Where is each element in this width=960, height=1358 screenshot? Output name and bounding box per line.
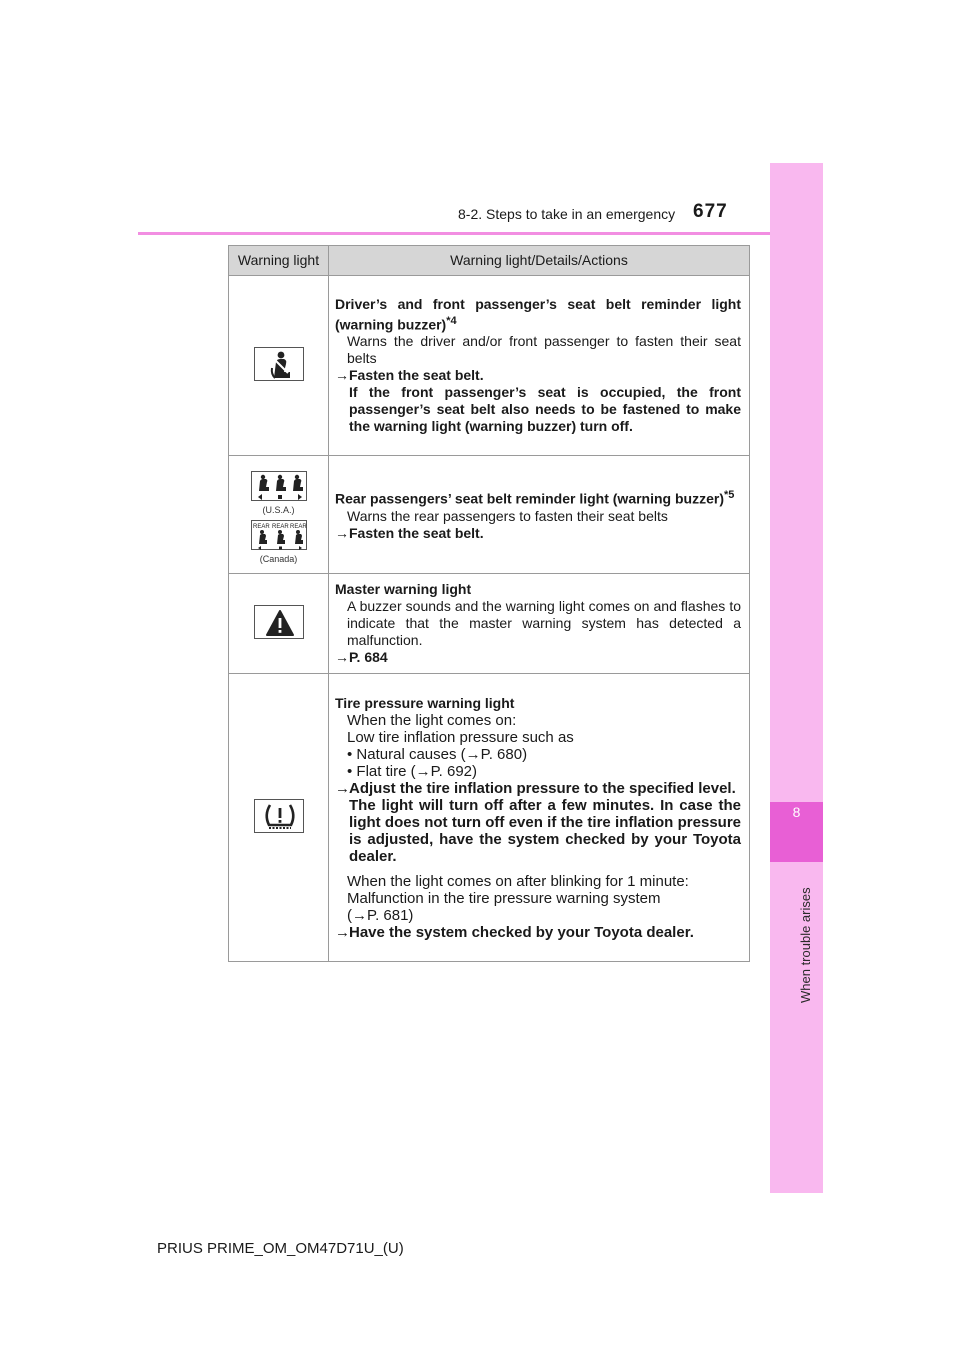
row-title (335, 487, 741, 508)
seat-belt-reminder-icon (254, 347, 304, 381)
table-row (229, 674, 750, 962)
icon-cell (229, 674, 329, 962)
page-number: 677 (693, 201, 728, 222)
icon-cell (229, 574, 329, 674)
row-title (335, 296, 741, 334)
arrow-icon: → (335, 367, 349, 384)
column-header-details: Warning light/Details/Actions (329, 246, 750, 276)
row-detail: Warns the driver and/or front passenger to fasten their seat belts (347, 333, 741, 367)
row-title: Tire pressure warning light (335, 694, 515, 711)
icon-cell (229, 456, 329, 574)
row-action (335, 525, 741, 542)
details-cell (329, 574, 750, 674)
rear-label: REAR (289, 523, 307, 530)
arrow-icon: → (352, 906, 367, 924)
condition-text: When the light comes on after blinking for 1 minute: (347, 872, 689, 890)
cause-text: • Natural causes ( (347, 745, 466, 763)
row-action (335, 367, 741, 384)
tire-pressure-warning-icon (254, 799, 304, 833)
section-title: 8-2. Steps to take in an emergency (458, 206, 676, 222)
row-title-text: Rear passengers’ seat belt reminder light (warning buzzer) (335, 490, 724, 507)
icon-caption: (Canada) (259, 553, 298, 564)
cause-item (335, 763, 741, 780)
details-cell (329, 674, 750, 962)
chapter-number-tab (770, 802, 823, 862)
action-text: Fasten the seat belt. (349, 524, 484, 541)
table-header-row (229, 246, 750, 276)
footnote-marker: *4 (446, 314, 457, 327)
cause-text: Malfunction in the tire pressure warning system (347, 889, 661, 907)
details-cell (329, 456, 750, 574)
page-reference: P. 681) (367, 906, 414, 924)
condition-text: When the light comes on: (347, 711, 517, 729)
document-code: PRIUS PRIME_OM_OM47D71U_(U) (157, 1240, 404, 1257)
action-text: P. 684 (349, 649, 388, 665)
action-text: Adjust the tire inflation pressure to the specified level. (349, 779, 736, 797)
table-row (229, 456, 750, 574)
row-action (335, 649, 741, 666)
page-reference: P. 680) (480, 745, 528, 763)
paren: ( (347, 906, 352, 924)
page-reference: P. 692) (430, 762, 478, 780)
master-warning-icon (254, 605, 304, 639)
warning-light-table (228, 245, 750, 962)
cause-intro: Low tire inflation pressure such as (347, 728, 574, 746)
footnote-marker: *5 (724, 489, 735, 502)
icon-caption: (U.S.A.) (262, 504, 295, 515)
chapter-label: When trouble arises (798, 887, 813, 1003)
rear-label: REAR (252, 523, 270, 530)
arrow-icon: → (415, 762, 431, 780)
arrow-icon: → (335, 779, 350, 797)
icon-cell (229, 276, 329, 456)
row-detail: A buzzer sounds and the warning light comes on and flashes to indicate that the master warning system has detected a malfunction. (347, 598, 741, 648)
action-text: Fasten the seat belt. (349, 367, 484, 384)
arrow-icon: → (335, 524, 349, 541)
action-text: Have the system checked by your Toyota dealer. (349, 923, 694, 941)
rear-seat-belt-canada-icon (251, 520, 307, 550)
row-title: Master warning light (335, 581, 472, 597)
arrow-icon: → (335, 923, 350, 941)
table-row (229, 276, 750, 456)
arrow-icon: → (335, 649, 349, 665)
rear-label: REAR (271, 523, 289, 530)
column-header-warning-light: Warning light (229, 246, 329, 276)
rear-seat-belt-usa-icon (251, 471, 307, 501)
row-action (335, 924, 741, 941)
action-note: If the front passenger’s seat is occupied, the front passenger’s seat belt also needs to be fastened to make the warning light (warning buzzer) turn off. (349, 384, 741, 435)
chapter-number: 8 (792, 804, 801, 820)
cause-item (335, 907, 741, 924)
arrow-icon: → (465, 745, 481, 763)
details-cell (329, 276, 750, 456)
chapter-side-tab (770, 163, 823, 1193)
row-detail: Warns the rear passengers to fasten their seat belts (347, 507, 668, 524)
cause-item (335, 746, 741, 763)
row-title-text: Driver’s and front passenger’s seat belt reminder light (warning buzzer) (335, 295, 741, 333)
row-action (335, 780, 741, 797)
table-row (229, 574, 750, 674)
header-divider (138, 232, 823, 235)
cause-text: • Flat tire ( (347, 762, 416, 780)
action-note: The light will turn off after a few minutes. In case the light does not turn off even if the tire inflation pressure is adjusted, have the system checked by your Toyota dealer. (349, 796, 741, 865)
